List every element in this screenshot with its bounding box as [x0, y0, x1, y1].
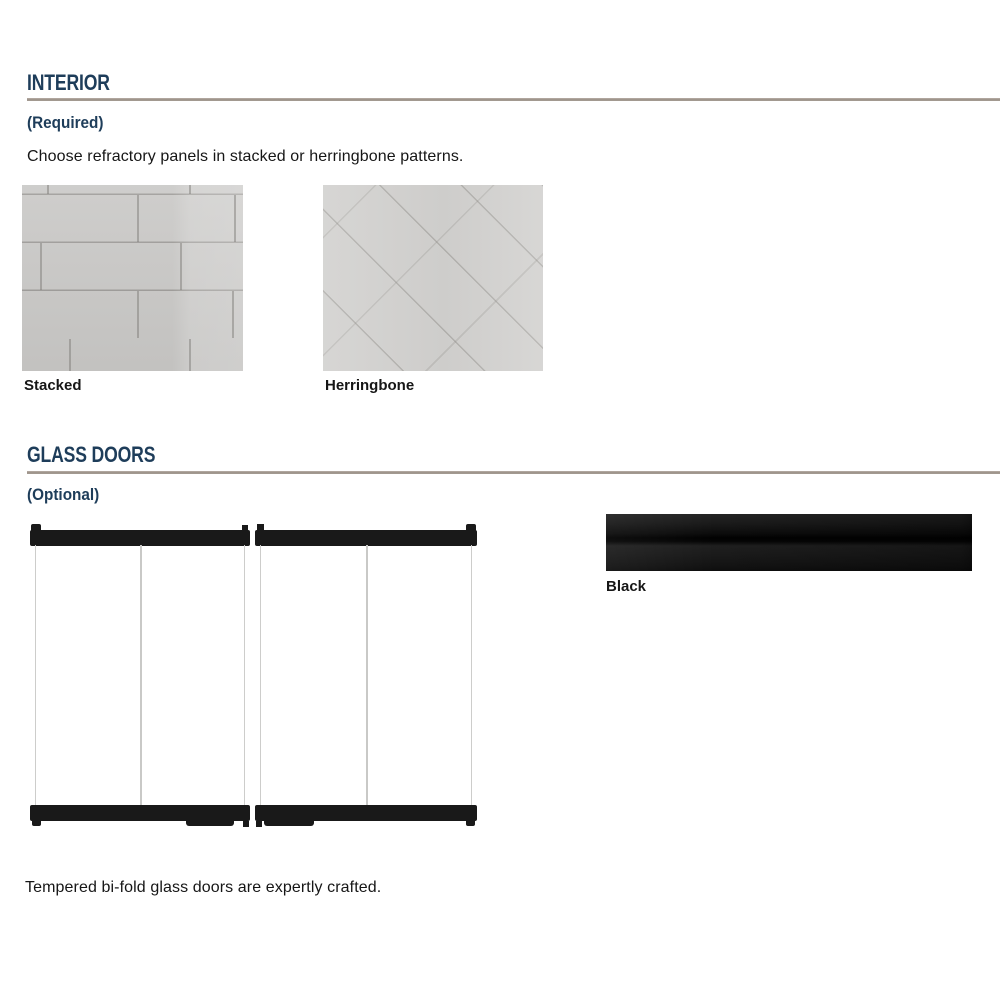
door-foot [256, 821, 262, 827]
herringbone-label: Herringbone [325, 377, 415, 394]
brick-joint [40, 243, 42, 290]
door-top-rail [30, 530, 250, 546]
door-top-rail [255, 530, 477, 546]
brick-joint [234, 195, 236, 242]
door-handle [186, 816, 234, 826]
glass-doors-caption: Tempered bi-fold glass doors are expertly crafted. [25, 879, 382, 896]
glass-doors-section-rule [27, 471, 1000, 474]
interior-section-title: INTERIOR [27, 70, 110, 95]
black-finish-swatch [606, 514, 972, 571]
interior-required-label: (Required) [27, 113, 104, 132]
interior-description: Choose refractory panels in stacked or herringbone patterns. [27, 148, 464, 165]
brick-joint [189, 185, 191, 194]
door-foot [466, 821, 475, 826]
right-door-panel [255, 522, 477, 828]
door-foot [32, 821, 41, 826]
brick-joint [137, 195, 139, 242]
brick-joint [69, 339, 71, 371]
brick-joint [189, 339, 191, 371]
bi-fold-glass-doors-image [28, 522, 480, 828]
brick-joint [180, 243, 182, 290]
glass-doors-optional-label: (Optional) [27, 485, 100, 504]
door-fold-line [366, 545, 368, 806]
stacked-pattern-image [22, 185, 243, 371]
door-fold-line [140, 545, 142, 806]
herringbone-pattern-image [323, 185, 543, 371]
brick-joint [47, 185, 49, 194]
left-door-panel [30, 522, 250, 828]
brick-joint [232, 291, 234, 338]
brick-joint [137, 291, 139, 338]
black-finish-label: Black [606, 578, 647, 595]
door-handle [264, 816, 314, 826]
interior-section-rule [27, 98, 1000, 101]
door-foot [243, 821, 249, 827]
glass-doors-section-title: GLASS DOORS [27, 442, 156, 467]
stacked-label: Stacked [24, 377, 82, 394]
